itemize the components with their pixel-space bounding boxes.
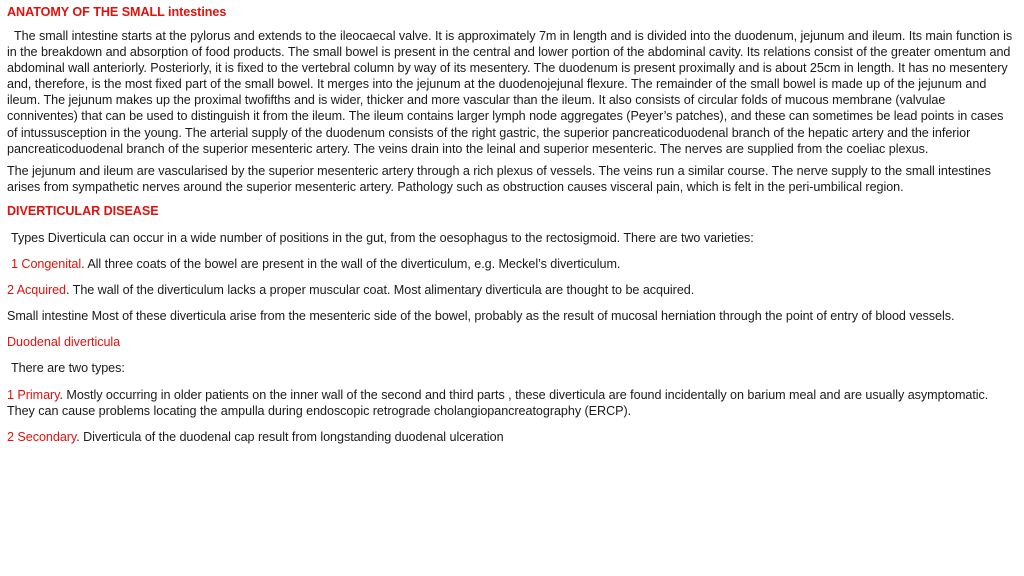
- small-intestine-paragraph: Small intestine Most of these diverticula arise from the mesenteric side of the bowel, probably as the result of mucosal herniation through the point of entry of blood vessels.: [7, 309, 955, 324]
- types-intro-paragraph: Types Diverticula can occur in a wide number of positions in the gut, from the oesophagus to the rectosigmoid. There are two varieties:: [11, 230, 754, 245]
- acquired-text: . The wall of the diverticulum lacks a proper muscular coat. Most alimentary diverticula are thought to be acquired.: [66, 283, 695, 298]
- primary-label: 1 Primary: [7, 387, 60, 402]
- anatomy-paragraph: The small intestine starts at the pylorus and extends to the ileocaecal valve. It is approximately 7m in length and is divided into the duodenum, jejunum and ileum. Its main function is in the breakdown and absorption of food products. The small bowel is present in the central and lower portion of the abdominal cavity. Its relations consist of the greater omentum and abdominal wall anteriorly. Posteriorly, it is fixed to the vertebral column by way of its mesentery. The duodenum is present proximally and is about 25cm in length. It has no mesentery and, therefore, is the most fixed part of the small bowel. It merges into the jejunum at the duodenojejunal flexure. The remainder of the small bowel is made up of the jejunum and ileum. The jejunum makes up the proximal twofifths and is wider, thicker and more vascular than the ileum. It also consists of circular folds of mucous membrane (valvulae conniventes) that can be used to distinguish it from the ileum. The ileum contains larger lymph node aggregates (Peyer’s patches), and these can sometimes be lead points in cases of intussusception in the young. The arterial supply of the duodenum consists of the right gastric, the superior pancreaticoduodenal branch of the hepatic artery and the inferior pancreaticoduodenal branch of the superior mesenteric artery. The veins drain into the leinal and superior mesenteric. The nerves are supplied from the coeliac plexus.: [7, 29, 1013, 156]
- anatomy-heading: ANATOMY OF THE SMALL intestines: [7, 5, 227, 19]
- congenital-item: [7, 256, 1017, 272]
- vascular-paragraph: The jejunum and ileum are vascularised by the superior mesenteric artery through a rich plexus of vessels. The veins run a similar course. The nerve supply to the small intestines arises from sympathetic nerves around the superior mesenteric artery. Pathology such as obstruction causes visceral pain, which is felt in the peri-umbilical region.: [7, 163, 991, 194]
- congenital-text: . All three coats of the bowel are present in the wall of the diverticulum, e.g. Meckel’s diverticulum.: [81, 257, 621, 272]
- document-page: [7, 3, 1017, 445]
- congenital-label: 1 Congenital: [11, 257, 82, 272]
- secondary-label: 2 Secondary: [7, 429, 77, 444]
- primary-item: [7, 387, 1017, 419]
- two-types-line: There are two types:: [11, 361, 125, 376]
- diverticular-heading: DIVERTICULAR DISEASE: [7, 203, 159, 218]
- secondary-item: [7, 429, 1017, 445]
- secondary-text: . Diverticula of the duodenal cap result from longstanding duodenal ulceration: [76, 429, 504, 444]
- acquired-label: 2 Acquired: [7, 283, 67, 298]
- primary-text: . Mostly occurring in older patients on the inner wall of the second and third parts , these diverticula are found incidentally on barium meal and are usually asymptomatic. They can cause problems locating the ampulla during endoscopic retrograde cholangiopancreatography (ERCP).: [7, 387, 989, 418]
- acquired-item: [7, 282, 1017, 298]
- duodenal-diverticula-heading: Duodenal diverticula: [7, 335, 121, 350]
